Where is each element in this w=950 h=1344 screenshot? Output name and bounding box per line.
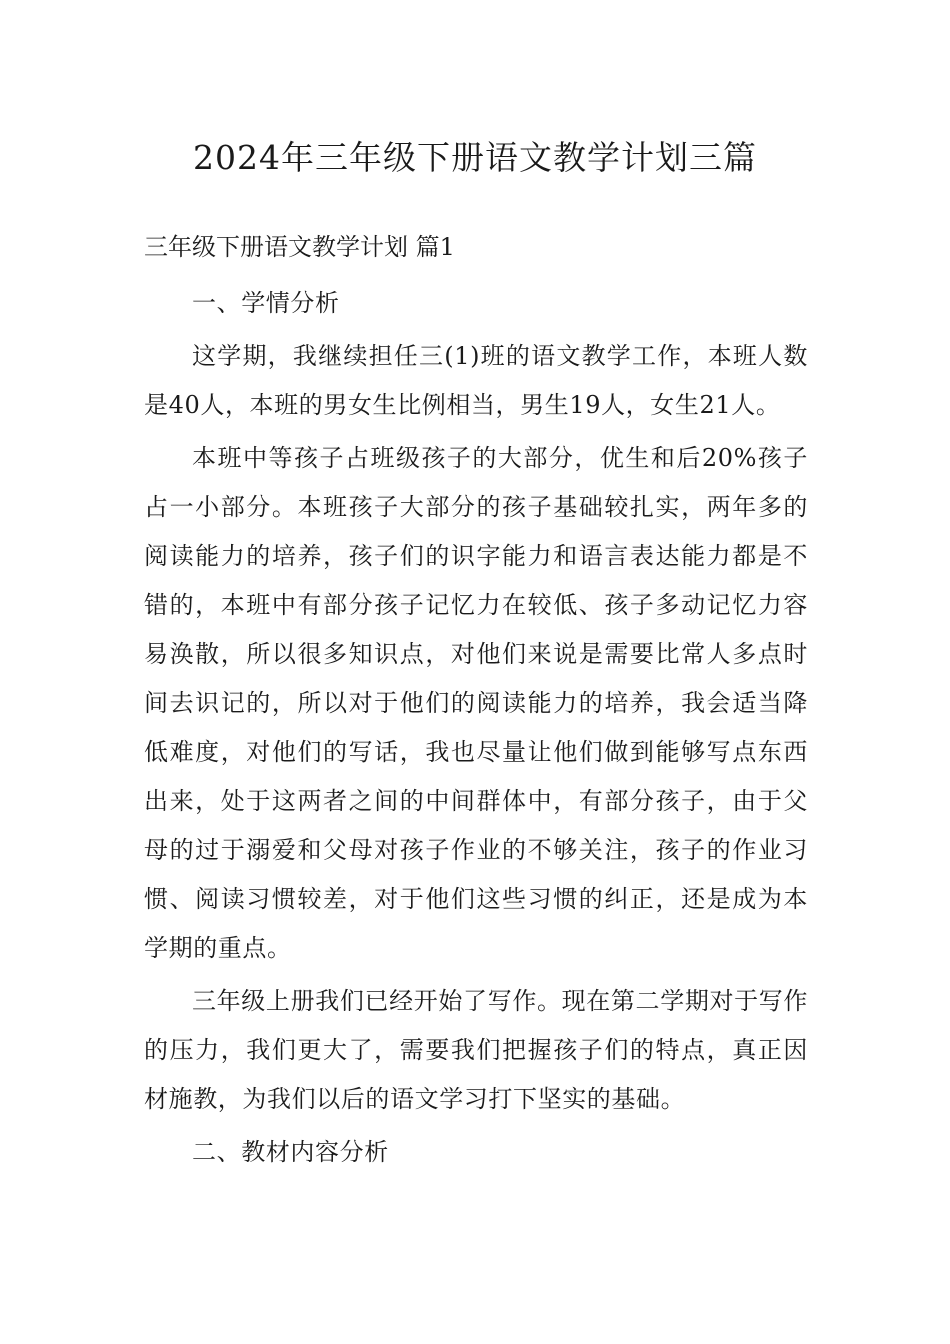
document-title: 2024年三年级下册语文教学计划三篇	[193, 138, 757, 177]
paragraph-class-info: 这学期，我继续担任三(1)班的语文教学工作，本班人数是40人，本班的男女生比例相当，男生19人，女生21人。	[144, 342, 808, 419]
section-heading: 三年级下册语文教学计划 篇1	[144, 233, 455, 261]
subheading-learning-analysis: 一、学情分析	[192, 289, 340, 317]
paragraph-writing-plan: 三年级上册我们已经开始了写作。现在第二学期对于写作的压力，我们更大了，需要我们把握孩子们的特点，真正因材施教，为我们以后的语文学习打下坚实的基础。	[144, 987, 808, 1113]
paragraph-student-levels: 本班中等孩子占班级孩子的大部分，优生和后20%孩子占一小部分。本班孩子大部分的孩子基础较扎实，两年多的阅读能力的培养，孩子们的识字能力和语言表达能力都是不错的，本班中有部分孩子记忆力在较低、孩子多动记忆力容易涣散，所以很多知识点，对他们来说是需要比常人多点时间去识记的，所以对于他们的阅读能力的培养，我会适当降低难度，对他们的写话，我也尽量让他们做到能够写点东西出来，处于这两者之间的中间群体中，有部分孩子，由于父母的过于溺爱和父母对孩子作业的不够关注，孩子的作业习惯、阅读习惯较差，对于他们这些习惯的纠正，还是成为本学期的重点。	[144, 444, 808, 962]
document-body	[144, 279, 808, 1177]
subheading-textbook-analysis: 二、教材内容分析	[192, 1138, 389, 1166]
